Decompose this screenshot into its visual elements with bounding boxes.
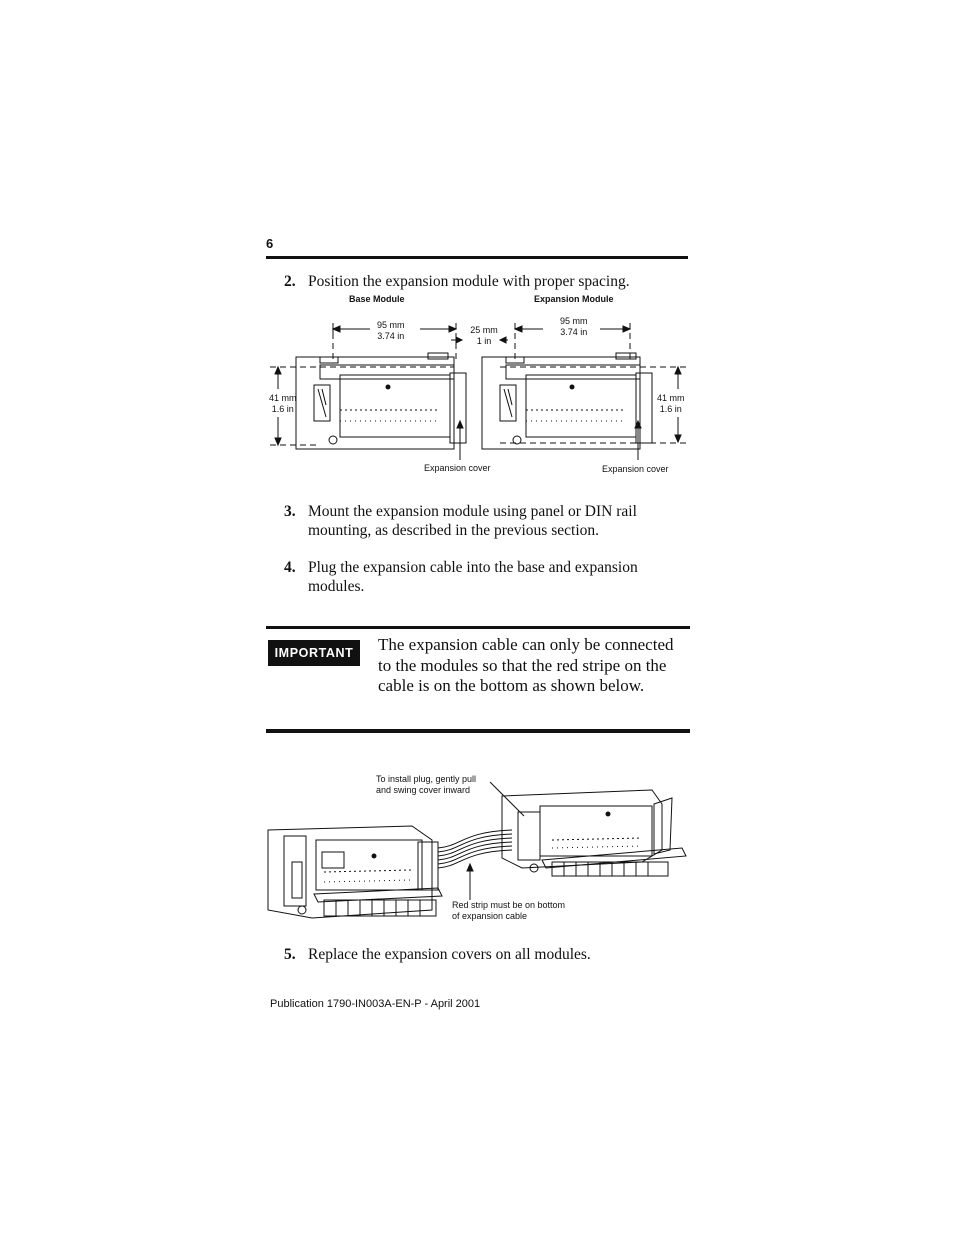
plug-note-line: and swing cover inward [376,784,471,795]
important-rule-top [266,626,690,629]
dim-in: 1.6 in [659,403,682,414]
expansion-module-label: Expansion Module [534,294,614,304]
strip-note-line: of expansion cable [452,910,528,921]
step-text: Replace the expansion covers on all modules. [308,946,591,963]
cable-connection-diagram [262,770,692,930]
base-module-drawing [268,826,442,918]
strip-note-arrow [467,864,473,871]
dim-mm: 95 mm [560,316,588,326]
header-rule [266,256,688,259]
dim-mm: 25 mm [470,325,498,335]
dim-in: 3.74 in [377,330,405,341]
important-text: The expansion cable can only be connected to the modules so that the red stripe on the cable is on the bottom as shown below. [378,635,674,695]
dimension-lines [275,325,681,445]
step-text: Mount the expansion module using panel or DIN rail mounting, as described in the previous section. [308,503,637,539]
dim-mm: 41 mm [657,393,685,403]
important-rule-bottom [266,729,690,733]
expansion-cover-label-right: Expansion cover [602,464,669,474]
module-spacing-diagram [260,305,700,480]
ribbon-cable [438,830,512,868]
expansion-module-drawing [502,790,686,876]
cover-arrow-left [457,421,463,428]
expansion-module-drawing [482,353,652,449]
step-text: Plug the expansion cable into the base and expansion modules. [308,559,638,595]
page-number: 6 [266,236,274,251]
step-number: 5. [284,946,296,963]
publication-footer: Publication 1790-IN003A-EN-P - April 2001 [270,998,481,1010]
reference-lines [270,323,688,445]
step-text: Position the expansion module with proper spacing. [308,273,630,290]
plug-note-leader [490,782,524,816]
dim-in: 3.74 in [560,326,588,337]
step-number: 4. [284,559,296,576]
step-number: 2. [284,273,296,290]
expansion-cover-label-left: Expansion cover [424,463,491,473]
plug-note-line: To install plug, gently pull [376,774,477,784]
dim-mm: 95 mm [377,320,405,330]
step-number: 3. [284,503,296,520]
strip-note-line: Red strip must be on bottom [452,900,566,910]
base-module-label: Base Module [349,294,405,304]
important-badge: IMPORTANT [268,640,360,666]
dim-in: 1 in [476,335,492,346]
dim-mm: 41 mm [269,393,297,403]
dim-in: 1.6 in [271,403,294,414]
